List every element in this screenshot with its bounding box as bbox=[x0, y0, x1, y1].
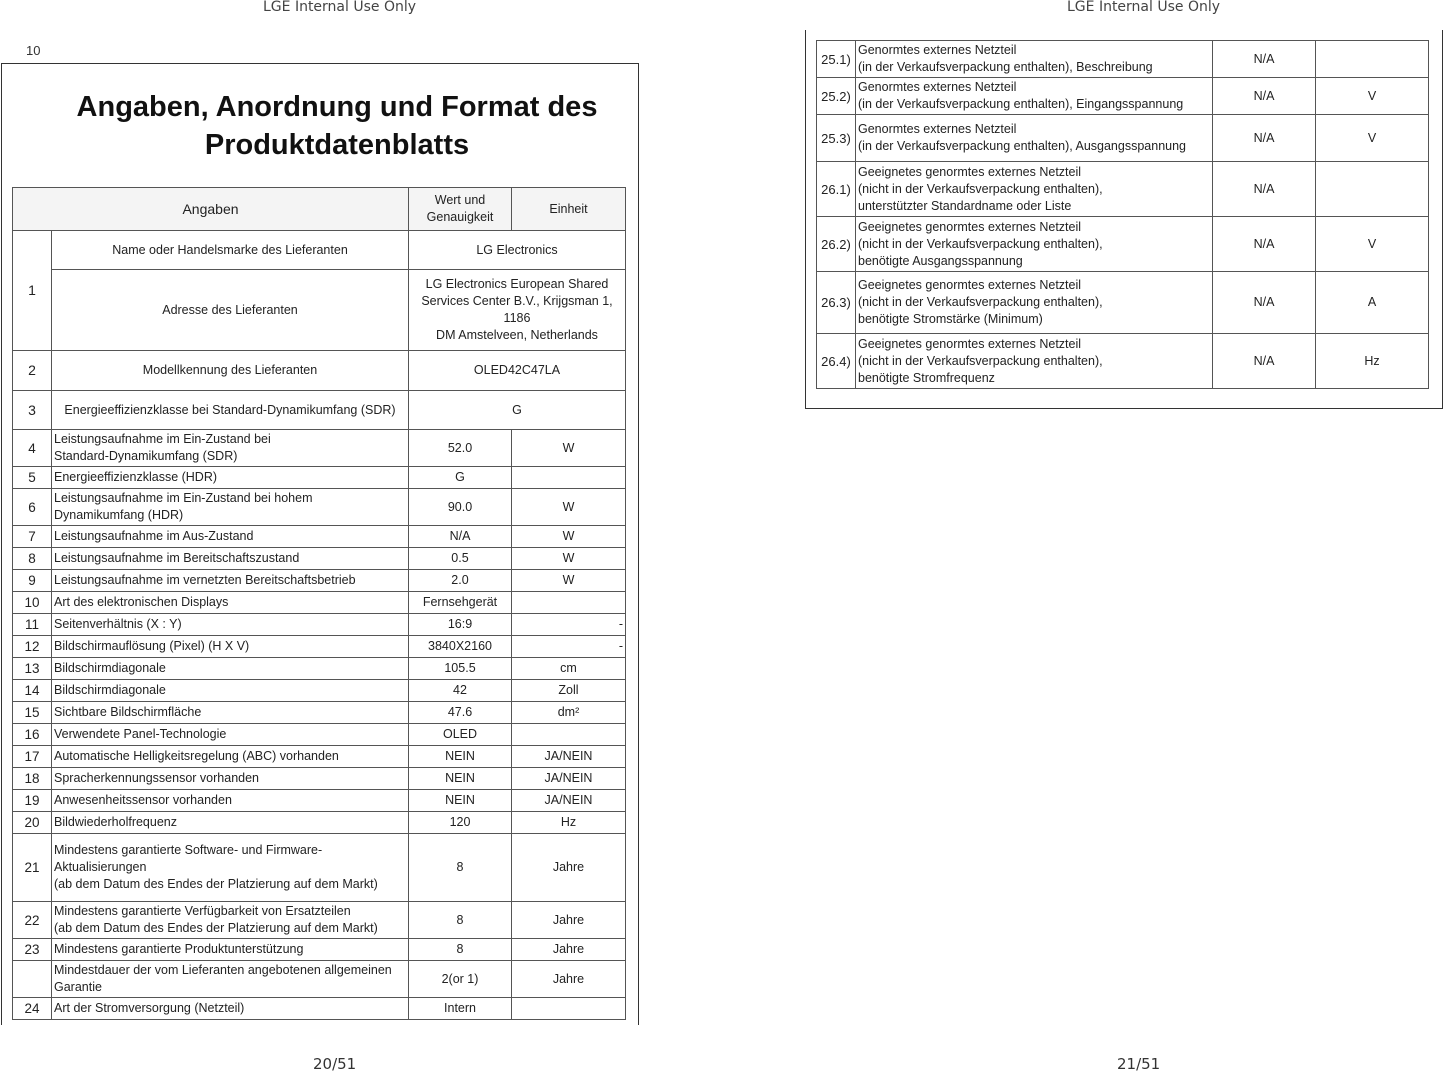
row-number: 21 bbox=[13, 834, 52, 902]
row-label bbox=[856, 334, 1213, 389]
table-row bbox=[817, 272, 1429, 334]
row-number: 6 bbox=[13, 489, 52, 526]
row-number: 8 bbox=[13, 548, 52, 570]
row-unit bbox=[512, 467, 626, 489]
row-label-line-1: Seitenverhältnis (X : Y) bbox=[54, 617, 182, 631]
row-unit: cm bbox=[512, 658, 626, 680]
table-row bbox=[817, 217, 1429, 272]
row-number: 18 bbox=[13, 768, 52, 790]
title-line-1: Angaben, Anordnung und Format des bbox=[76, 91, 598, 123]
table-row bbox=[13, 658, 626, 680]
row-value: N/A bbox=[1213, 272, 1316, 334]
row-label-line-2: (in der Verkaufsverpackung enthalten), Eingangsspannung bbox=[858, 97, 1184, 111]
row-label-line-1: Energieeffizienzklasse (HDR) bbox=[54, 470, 218, 484]
column-header-einheit: Einheit bbox=[512, 188, 626, 231]
row-value: NEIN bbox=[409, 768, 512, 790]
row-label-line-2: (in der Verkaufsverpackung enthalten), Beschreibung bbox=[858, 60, 1153, 74]
row-label-line-1: Leistungsaufnahme im vernetzten Bereitschaftsbetrieb bbox=[54, 573, 356, 587]
row-value: 8 bbox=[409, 939, 512, 961]
page-header-right: LGE Internal Use Only bbox=[1067, 0, 1221, 15]
table-row bbox=[13, 680, 626, 702]
row-label-line-2: (nicht in der Verkaufsverpackung enthalten), bbox=[858, 295, 1103, 309]
row-number: 26.2) bbox=[817, 217, 856, 272]
row-label: Modellkennung des Lieferanten bbox=[52, 351, 409, 391]
row-label bbox=[52, 812, 409, 834]
table-row bbox=[817, 162, 1429, 217]
row-unit: W bbox=[512, 570, 626, 592]
row-value: Intern bbox=[409, 998, 512, 1020]
row-unit: W bbox=[512, 489, 626, 526]
row-number: 16 bbox=[13, 724, 52, 746]
row-value: N/A bbox=[1213, 115, 1316, 162]
row-label-line-2: Dynamikumfang (HDR) bbox=[54, 508, 184, 522]
address-line-3: DM Amstelveen, Netherlands bbox=[436, 328, 598, 342]
row-label-line-1: Mindestens garantierte Software- und Firmware-Aktualisierungen bbox=[54, 843, 323, 874]
row-label bbox=[52, 430, 409, 467]
page-marker: 10 bbox=[26, 43, 41, 58]
row-unit: dm² bbox=[512, 702, 626, 724]
row-unit bbox=[1316, 41, 1429, 78]
row-value: 52.0 bbox=[409, 430, 512, 467]
table-row bbox=[13, 489, 626, 526]
row-unit: Hz bbox=[1316, 334, 1429, 389]
row-label bbox=[856, 78, 1213, 115]
table-row bbox=[13, 902, 626, 939]
row-unit: - bbox=[512, 636, 626, 658]
row-value: G bbox=[409, 391, 626, 430]
row-label-line-1: Art des elektronischen Displays bbox=[54, 595, 229, 609]
row-number: 26.3) bbox=[817, 272, 856, 334]
row-label-line-1: Bildwiederholfrequenz bbox=[54, 815, 177, 829]
row-label-line-2: (nicht in der Verkaufsverpackung enthalten), bbox=[858, 181, 1103, 196]
row-number: 17 bbox=[13, 746, 52, 768]
row-value: N/A bbox=[409, 526, 512, 548]
row-unit bbox=[512, 998, 626, 1020]
row-unit bbox=[1316, 162, 1429, 217]
row-unit bbox=[512, 592, 626, 614]
row-label bbox=[856, 41, 1213, 78]
row-number: 22 bbox=[13, 902, 52, 939]
row-label bbox=[52, 790, 409, 812]
table-row bbox=[13, 724, 626, 746]
row-value: 2(or 1) bbox=[409, 961, 512, 998]
row-number: 25.1) bbox=[817, 41, 856, 78]
row-label-line-1: Leistungsaufnahme im Aus-Zustand bbox=[54, 529, 254, 543]
row-unit: A bbox=[1316, 272, 1429, 334]
row-label-line-1: Genormtes externes Netzteil bbox=[858, 122, 1017, 136]
table-row bbox=[13, 998, 626, 1020]
row-value: N/A bbox=[1213, 334, 1316, 389]
row-label-line-1: Leistungsaufnahme im Bereitschaftszustand bbox=[54, 551, 300, 565]
row-value: NEIN bbox=[409, 746, 512, 768]
table-row bbox=[13, 834, 626, 902]
row-unit: Zoll bbox=[512, 680, 626, 702]
page-footer-right: 21/51 bbox=[1117, 1055, 1161, 1073]
row-value: NEIN bbox=[409, 790, 512, 812]
row-value: 16:9 bbox=[409, 614, 512, 636]
row-number bbox=[13, 961, 52, 998]
row-label bbox=[52, 834, 409, 902]
row-label bbox=[52, 939, 409, 961]
table-row bbox=[13, 768, 626, 790]
row-unit: W bbox=[512, 430, 626, 467]
row-unit: W bbox=[512, 526, 626, 548]
row-label bbox=[52, 526, 409, 548]
row-label-line-1: Art der Stromversorgung (Netzteil) bbox=[54, 1001, 245, 1015]
row-label bbox=[52, 768, 409, 790]
row-label: Name oder Handelsmarke des Lieferanten bbox=[52, 231, 409, 270]
row-label: Energieeffizienzklasse bei Standard-Dynamikumfang (SDR) bbox=[52, 391, 409, 430]
table-row bbox=[13, 526, 626, 548]
row-label bbox=[52, 489, 409, 526]
row-number: 14 bbox=[13, 680, 52, 702]
row-label-line-3: benötigte Ausgangsspannung bbox=[858, 253, 1023, 268]
row-unit: JA/NEIN bbox=[512, 746, 626, 768]
row-label-line-1: Verwendete Panel-Technologie bbox=[54, 727, 227, 741]
page-footer-left: 20/51 bbox=[313, 1055, 357, 1073]
row-value: 8 bbox=[409, 902, 512, 939]
row-number: 20 bbox=[13, 812, 52, 834]
row-label bbox=[52, 614, 409, 636]
row-label-line-1: Genormtes externes Netzteil bbox=[858, 80, 1017, 94]
row-number: 10 bbox=[13, 592, 52, 614]
row-number: 3 bbox=[13, 391, 52, 430]
row-label-line-1: Spracherkennungssensor vorhanden bbox=[54, 771, 259, 785]
row-value: N/A bbox=[1213, 162, 1316, 217]
table-row bbox=[13, 790, 626, 812]
row-unit: Jahre bbox=[512, 961, 626, 998]
row-label-line-2: Garantie bbox=[54, 980, 102, 994]
column-header-wert bbox=[409, 188, 512, 231]
address-line-1: LG Electronics European Shared bbox=[425, 277, 609, 291]
table-row bbox=[817, 41, 1429, 78]
product-data-table bbox=[12, 187, 626, 1020]
row-value: 47.6 bbox=[409, 702, 512, 724]
row-value: OLED42C47LA bbox=[409, 351, 626, 391]
row-value: 0.5 bbox=[409, 548, 512, 570]
row-label: Adresse des Lieferanten bbox=[52, 270, 409, 351]
row-unit bbox=[512, 724, 626, 746]
row-unit: V bbox=[1316, 78, 1429, 115]
row-number: 26.1) bbox=[817, 162, 856, 217]
row-value: Fernsehgerät bbox=[409, 592, 512, 614]
table-row bbox=[13, 636, 626, 658]
row-label bbox=[52, 902, 409, 939]
row-label-line-1: Automatische Helligkeitsregelung (ABC) vorhanden bbox=[54, 749, 339, 763]
row-label bbox=[52, 746, 409, 768]
table-row bbox=[13, 812, 626, 834]
table-row bbox=[13, 570, 626, 592]
row-number: 25.2) bbox=[817, 78, 856, 115]
document-title bbox=[2, 88, 672, 164]
row-number: 25.3) bbox=[817, 115, 856, 162]
row-unit: JA/NEIN bbox=[512, 768, 626, 790]
row-label-line-3: benötigte Stromstärke (Minimum) bbox=[858, 312, 1043, 326]
row-label bbox=[52, 724, 409, 746]
row-label-line-2: (nicht in der Verkaufsverpackung enthalten), bbox=[858, 236, 1103, 251]
column-header-angaben: Angaben bbox=[13, 188, 409, 231]
row-unit: - bbox=[512, 614, 626, 636]
row-value: OLED bbox=[409, 724, 512, 746]
row-label bbox=[856, 162, 1213, 217]
table-row bbox=[13, 467, 626, 489]
row-number: 19 bbox=[13, 790, 52, 812]
row-label-line-1: Bildschirmdiagonale bbox=[54, 661, 166, 675]
row-label-line-2: (nicht in der Verkaufsverpackung enthalten), bbox=[858, 353, 1103, 368]
row-value: 3840X2160 bbox=[409, 636, 512, 658]
row-label-line-1: Genormtes externes Netzteil bbox=[858, 43, 1017, 57]
table-row bbox=[817, 334, 1429, 389]
row-label bbox=[52, 702, 409, 724]
row-value: N/A bbox=[1213, 78, 1316, 115]
row-label bbox=[52, 961, 409, 998]
row-value: 8 bbox=[409, 834, 512, 902]
row-label-line-1: Geeignetes genormtes externes Netzteil bbox=[858, 219, 1082, 234]
row-number: 5 bbox=[13, 467, 52, 489]
address-line-2: Services Center B.V., Krijgsman 1, 1186 bbox=[421, 294, 613, 325]
row-label bbox=[52, 680, 409, 702]
row-number: 11 bbox=[13, 614, 52, 636]
title-line-2: Produktdatenblatts bbox=[204, 129, 470, 161]
table-row bbox=[13, 430, 626, 467]
row-label-line-1: Leistungsaufnahme im Ein-Zustand bei bbox=[54, 432, 271, 446]
row-label-line-1: Sichtbare Bildschirmfläche bbox=[54, 705, 202, 719]
row-number: 4 bbox=[13, 430, 52, 467]
row-label-line-2: (ab dem Datum des Endes der Platzierung auf dem Markt) bbox=[54, 877, 378, 891]
power-supply-table bbox=[816, 40, 1429, 389]
row-unit: JA/NEIN bbox=[512, 790, 626, 812]
row-value: 2.0 bbox=[409, 570, 512, 592]
row-label bbox=[52, 467, 409, 489]
row-label-line-1: Anwesenheitssensor vorhanden bbox=[54, 793, 232, 807]
row-number: 9 bbox=[13, 570, 52, 592]
row-number: 12 bbox=[13, 636, 52, 658]
row-value: N/A bbox=[1213, 217, 1316, 272]
row-number: 24 bbox=[13, 998, 52, 1020]
row-label-line-2: Standard-Dynamikumfang (SDR) bbox=[54, 449, 238, 463]
table-row bbox=[817, 115, 1429, 162]
row-label bbox=[856, 217, 1213, 272]
row-label-line-1: Leistungsaufnahme im Ein-Zustand bei hohem bbox=[54, 491, 313, 505]
row-label-line-3: benötigte Stromfrequenz bbox=[858, 370, 995, 385]
column-header-wert-line-2: Genauigkeit bbox=[426, 210, 494, 224]
row-unit: Jahre bbox=[512, 939, 626, 961]
column-header-wert-line-1: Wert und bbox=[434, 193, 486, 207]
row-value: 42 bbox=[409, 680, 512, 702]
row-label-line-1: Geeignetes genormtes externes Netzteil bbox=[858, 164, 1082, 179]
row-label bbox=[52, 998, 409, 1020]
table-row bbox=[817, 78, 1429, 115]
table-row bbox=[13, 939, 626, 961]
page-header-left: LGE Internal Use Only bbox=[263, 0, 417, 15]
table-row bbox=[13, 592, 626, 614]
row-number: 23 bbox=[13, 939, 52, 961]
row-unit: Jahre bbox=[512, 834, 626, 902]
row-number: 2 bbox=[13, 351, 52, 391]
row-value: 105.5 bbox=[409, 658, 512, 680]
row-label bbox=[856, 115, 1213, 162]
row-number: 7 bbox=[13, 526, 52, 548]
row-label-line-1: Mindestens garantierte Verfügbarkeit von Ersatzteilen bbox=[54, 904, 351, 918]
row-value-address bbox=[409, 270, 626, 351]
row-label bbox=[52, 592, 409, 614]
table-row bbox=[13, 548, 626, 570]
table-row bbox=[13, 961, 626, 998]
table-row bbox=[13, 746, 626, 768]
row-label bbox=[52, 636, 409, 658]
row-number: 1 bbox=[13, 231, 52, 351]
table-row bbox=[13, 614, 626, 636]
row-label-line-2: (in der Verkaufsverpackung enthalten), Ausgangsspannung bbox=[858, 139, 1187, 153]
row-number: 13 bbox=[13, 658, 52, 680]
row-label bbox=[52, 658, 409, 680]
row-label-line-1: Mindestdauer der vom Lieferanten angebotenen allgemeinen bbox=[54, 963, 392, 977]
row-number: 26.4) bbox=[817, 334, 856, 389]
row-value: G bbox=[409, 467, 512, 489]
row-value: 120 bbox=[409, 812, 512, 834]
row-value: 90.0 bbox=[409, 489, 512, 526]
row-label bbox=[52, 548, 409, 570]
row-value: LG Electronics bbox=[409, 231, 626, 270]
row-unit: Hz bbox=[512, 812, 626, 834]
row-label-line-1: Geeignetes genormtes externes Netzteil bbox=[858, 336, 1082, 351]
row-value: N/A bbox=[1213, 41, 1316, 78]
row-label bbox=[52, 570, 409, 592]
row-label-line-1: Bildschirmauflösung (Pixel) (H X V) bbox=[54, 639, 250, 653]
row-label bbox=[856, 272, 1213, 334]
row-label-line-2: (ab dem Datum des Endes der Platzierung auf dem Markt) bbox=[54, 921, 378, 935]
row-number: 15 bbox=[13, 702, 52, 724]
row-unit: V bbox=[1316, 115, 1429, 162]
table-row bbox=[13, 702, 626, 724]
row-label-line-1: Mindestens garantierte Produktunterstützung bbox=[54, 942, 304, 956]
row-label-line-3: unterstützter Standardname oder Liste bbox=[858, 198, 1072, 213]
row-unit: W bbox=[512, 548, 626, 570]
row-unit: Jahre bbox=[512, 902, 626, 939]
row-label-line-1: Bildschirmdiagonale bbox=[54, 683, 166, 697]
row-label-line-1: Geeignetes genormtes externes Netzteil bbox=[858, 278, 1082, 292]
row-unit: V bbox=[1316, 217, 1429, 272]
